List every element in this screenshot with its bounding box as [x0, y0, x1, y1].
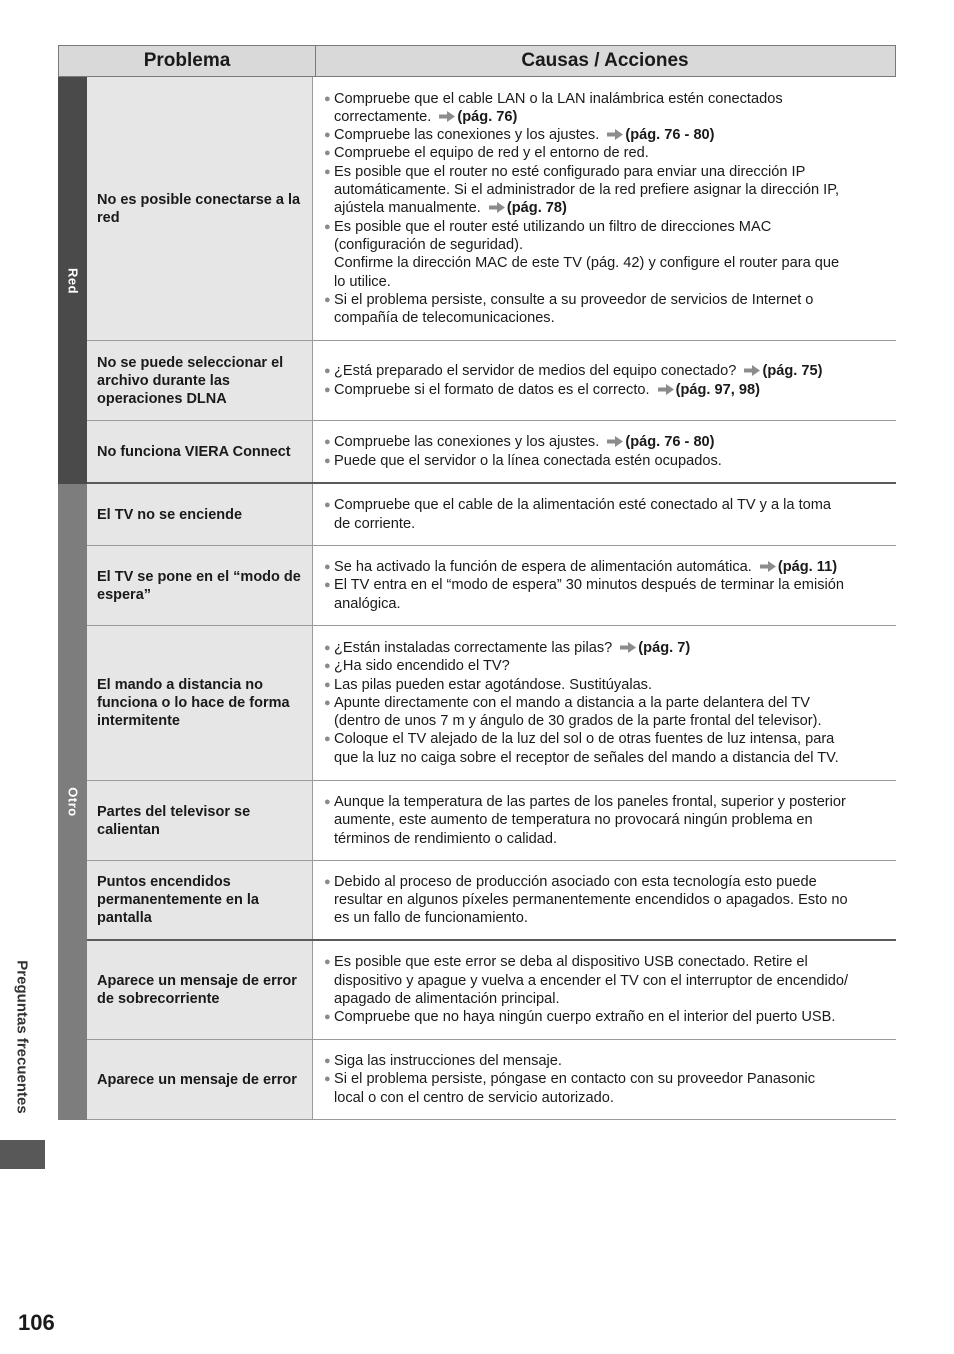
actions-cell [313, 861, 896, 939]
bullet-icon: ● [324, 436, 331, 449]
page-reference: (pág. 76) [457, 108, 518, 125]
action-line: ¿Está preparado el servidor de medios del equipo conectado? (pág. 75) [334, 363, 823, 380]
problem-cell [87, 861, 313, 939]
action-line: Se ha activado la función de espera de alimentación automática. (pág. 11) [334, 559, 838, 576]
problem-cell [87, 546, 313, 625]
arrow-icon [620, 642, 636, 653]
action-line: compañía de telecomunicaciones. [334, 310, 555, 327]
header-problema: Problema [59, 46, 316, 76]
action-item [322, 1052, 896, 1070]
action-item [322, 639, 896, 657]
action-line: ajústela manualmente. (pág. 78) [334, 200, 567, 217]
action-line: Compruebe que no haya ningún cuerpo extraño en el interior del puerto USB. [334, 1009, 836, 1026]
problem-cell [87, 77, 313, 340]
action-item [322, 793, 896, 848]
action-item [322, 730, 896, 767]
action-line: Si el problema persiste, consulte a su proveedor de servicios de Internet o [334, 291, 814, 308]
action-line: que la luz no caiga sobre el receptor de señales del mando a distancia del TV. [334, 749, 839, 766]
action-line: Puede que el servidor o la línea conectada estén ocupados. [334, 452, 722, 469]
category-otro [58, 484, 87, 1120]
bullet-icon: ● [324, 796, 331, 809]
bullet-icon: ● [324, 696, 331, 709]
bullet-icon: ● [324, 499, 331, 512]
action-line: Coloque el TV alejado de la luz del sol o de otras fuentes de luz intensa, para [334, 731, 835, 748]
actions-cell [313, 77, 896, 340]
section-side-label [0, 944, 44, 1129]
action-line: Confirme la dirección MAC de este TV (pág. 42) y configure el router para que [334, 255, 840, 272]
table-header [58, 45, 896, 77]
action-item [322, 694, 896, 731]
action-line: Compruebe las conexiones y los ajustes. (pág. 76 - 80) [334, 127, 715, 144]
action-item [322, 433, 896, 451]
page-reference: (pág. 76 - 80) [625, 127, 715, 144]
action-item [322, 496, 896, 533]
arrow-icon [658, 384, 674, 395]
bullet-icon: ● [324, 365, 331, 378]
table-row [87, 941, 896, 1040]
action-item [322, 163, 896, 218]
category-red-label: Red [65, 267, 80, 294]
bullet-icon: ● [324, 579, 331, 592]
action-line: Compruebe si el formato de datos es el correcto. (pág. 97, 98) [334, 381, 760, 398]
arrow-icon [760, 561, 776, 572]
action-line: Compruebe que el cable de la alimentación esté conectado al TV y a la toma [334, 497, 832, 514]
action-line: (dentro de unos 7 m y ángulo de 30 grados de la parte frontal del televisor). [334, 713, 822, 730]
action-line: Las pilas pueden estar agotándose. Sustitúyalas. [334, 676, 653, 693]
problem-text: Aparece un mensaje de error de sobrecorriente [97, 973, 297, 1007]
table-row [87, 861, 896, 941]
problem-cell [87, 626, 313, 780]
bullet-icon: ● [324, 92, 331, 105]
action-line: Compruebe las conexiones y los ajustes. (pág. 76 - 80) [334, 434, 715, 451]
action-line: Compruebe que el cable LAN o la LAN inalámbrica estén conectados [334, 90, 783, 107]
action-line: Siga las instrucciones del mensaje. [334, 1053, 562, 1070]
bullet-icon: ● [324, 561, 331, 574]
problem-cell [87, 941, 313, 1039]
problem-text: El TV se pone en el “modo de espera” [97, 568, 301, 603]
arrow-icon [744, 365, 760, 376]
problem-text: No funciona VIERA Connect [97, 443, 291, 460]
actions-cell [313, 626, 896, 780]
page-reference: (pág. 11) [777, 559, 838, 576]
action-line: términos de rendimiento o calidad. [334, 830, 558, 847]
section-side-label-text: Preguntas frecuentes [13, 959, 31, 1114]
action-line: (configuración de seguridad). [334, 236, 524, 253]
problem-text: Partes del televisor se calientan [97, 803, 251, 838]
problem-text: Puntos encendidos permanentemente en la pantalla [97, 874, 259, 926]
action-line: local o con el centro de servicio autorizado. [334, 1089, 614, 1106]
action-item [322, 126, 896, 144]
problem-cell [87, 421, 313, 482]
action-line: de corriente. [334, 515, 416, 532]
problem-cell [87, 341, 313, 420]
bullet-icon: ● [324, 1073, 331, 1086]
action-line: apagado de alimentación principal. [334, 991, 560, 1007]
problem-cell [87, 1040, 313, 1119]
action-item [322, 1008, 896, 1026]
action-line: ¿Ha sido encendido el TV? [334, 658, 510, 675]
table-row [87, 341, 896, 421]
table-row [87, 626, 896, 781]
page-reference: (pág. 7) [638, 639, 691, 656]
action-line: Si el problema persiste, póngase en contacto con su proveedor Panasonic [334, 1071, 816, 1088]
action-item [322, 144, 896, 162]
bullet-icon: ● [324, 641, 331, 654]
bullet-icon: ● [324, 956, 331, 969]
bullet-icon: ● [324, 678, 331, 691]
action-item [322, 676, 896, 694]
page-reference: (pág. 97, 98) [675, 381, 760, 398]
problem-text: Aparece un mensaje de error [97, 1071, 297, 1088]
action-line: automáticamente. Si el administrador de la red prefiere asignar la dirección IP, [334, 182, 840, 199]
problem-text: No es posible conectarse a la red [97, 191, 301, 226]
action-item [322, 452, 896, 470]
table-row [87, 1040, 896, 1120]
bullet-icon: ● [324, 454, 331, 467]
arrow-icon [607, 129, 623, 140]
action-line: Es posible que el router esté utilizando un filtro de direcciones MAC [334, 218, 772, 235]
actions-cell [313, 546, 896, 625]
problem-cell [87, 484, 313, 545]
bullet-icon: ● [324, 147, 331, 160]
actions-cell [313, 781, 896, 860]
table-row [87, 484, 896, 546]
bullet-icon: ● [324, 129, 331, 142]
category-otro-label: Otro [65, 787, 80, 817]
actions-cell [313, 484, 896, 545]
bullet-icon: ● [324, 660, 331, 673]
action-item [322, 657, 896, 675]
action-item [322, 576, 896, 613]
bullet-icon: ● [324, 383, 331, 396]
action-line: ¿Están instaladas correctamente las pilas? (pág. 7) [334, 639, 691, 656]
action-line: Apunte directamente con el mando a distancia a la parte delantera del TV [334, 694, 810, 711]
action-line: Debido al proceso de producción asociado con esta tecnología esto puede [334, 873, 817, 890]
action-line: es un fallo de funcionamiento. [334, 910, 528, 927]
arrow-icon [489, 202, 505, 213]
table-row [87, 546, 896, 626]
bullet-icon: ● [324, 220, 331, 233]
action-line: analógica. [334, 595, 401, 612]
action-line: dispositivo y apague y vuelva a encender el TV con el interruptor de encendido/ [334, 972, 849, 989]
action-line: resultar en algunos píxeles permanentemente encendidos o apagados. Esto no [334, 891, 848, 908]
bullet-icon: ● [324, 165, 331, 178]
table-row [87, 77, 896, 341]
bullet-icon: ● [324, 733, 331, 746]
action-line: Aunque la temperatura de las partes de los paneles frontal, superior y posterior [334, 794, 846, 811]
arrow-icon [439, 111, 455, 122]
problem-text: No se puede seleccionar el archivo durante las operaciones DLNA [97, 354, 284, 407]
action-item [322, 558, 896, 576]
action-line: Compruebe el equipo de red y el entorno de red. [334, 145, 649, 162]
problem-text: El mando a distancia no funciona o lo hace de forma intermitente [97, 677, 290, 729]
actions-cell [313, 1040, 896, 1119]
table-row [87, 781, 896, 861]
bullet-icon: ● [324, 1011, 331, 1024]
page-reference: (pág. 76 - 80) [625, 434, 715, 451]
page-number: 106 [18, 1310, 55, 1335]
page-reference: (pág. 78) [506, 200, 567, 217]
action-line: correctamente. (pág. 76) [334, 108, 518, 125]
actions-cell [313, 421, 896, 482]
action-line: Es posible que este error se deba al dispositivo USB conectado. Retire el [334, 954, 808, 971]
table-row [87, 421, 896, 484]
bullet-icon: ● [324, 1055, 331, 1068]
action-line: lo utilice. [334, 273, 391, 290]
bullet-icon: ● [324, 293, 331, 306]
page-reference: (pág. 75) [762, 363, 823, 380]
action-line: Es posible que el router no esté configurado para enviar una dirección IP [334, 163, 806, 180]
action-item [322, 953, 896, 1008]
actions-cell [313, 941, 896, 1039]
action-item [322, 873, 896, 928]
action-item [322, 1070, 896, 1107]
action-item [322, 90, 896, 127]
category-red [58, 77, 87, 484]
action-line: El TV entra en el “modo de espera” 30 minutos después de terminar la emisión [334, 577, 844, 594]
action-item [322, 362, 896, 380]
action-item [322, 381, 896, 399]
actions-cell [313, 341, 896, 420]
action-line: aumente, este aumento de temperatura no provocará ningún problema en [334, 812, 813, 829]
action-item [322, 291, 896, 328]
problem-text: El TV no se enciende [97, 506, 243, 523]
action-item [322, 218, 896, 291]
section-marker [0, 1140, 45, 1169]
problem-cell [87, 781, 313, 860]
header-causas-acciones: Causas / Acciones [521, 50, 689, 71]
arrow-icon [607, 436, 623, 447]
bullet-icon: ● [324, 875, 331, 888]
